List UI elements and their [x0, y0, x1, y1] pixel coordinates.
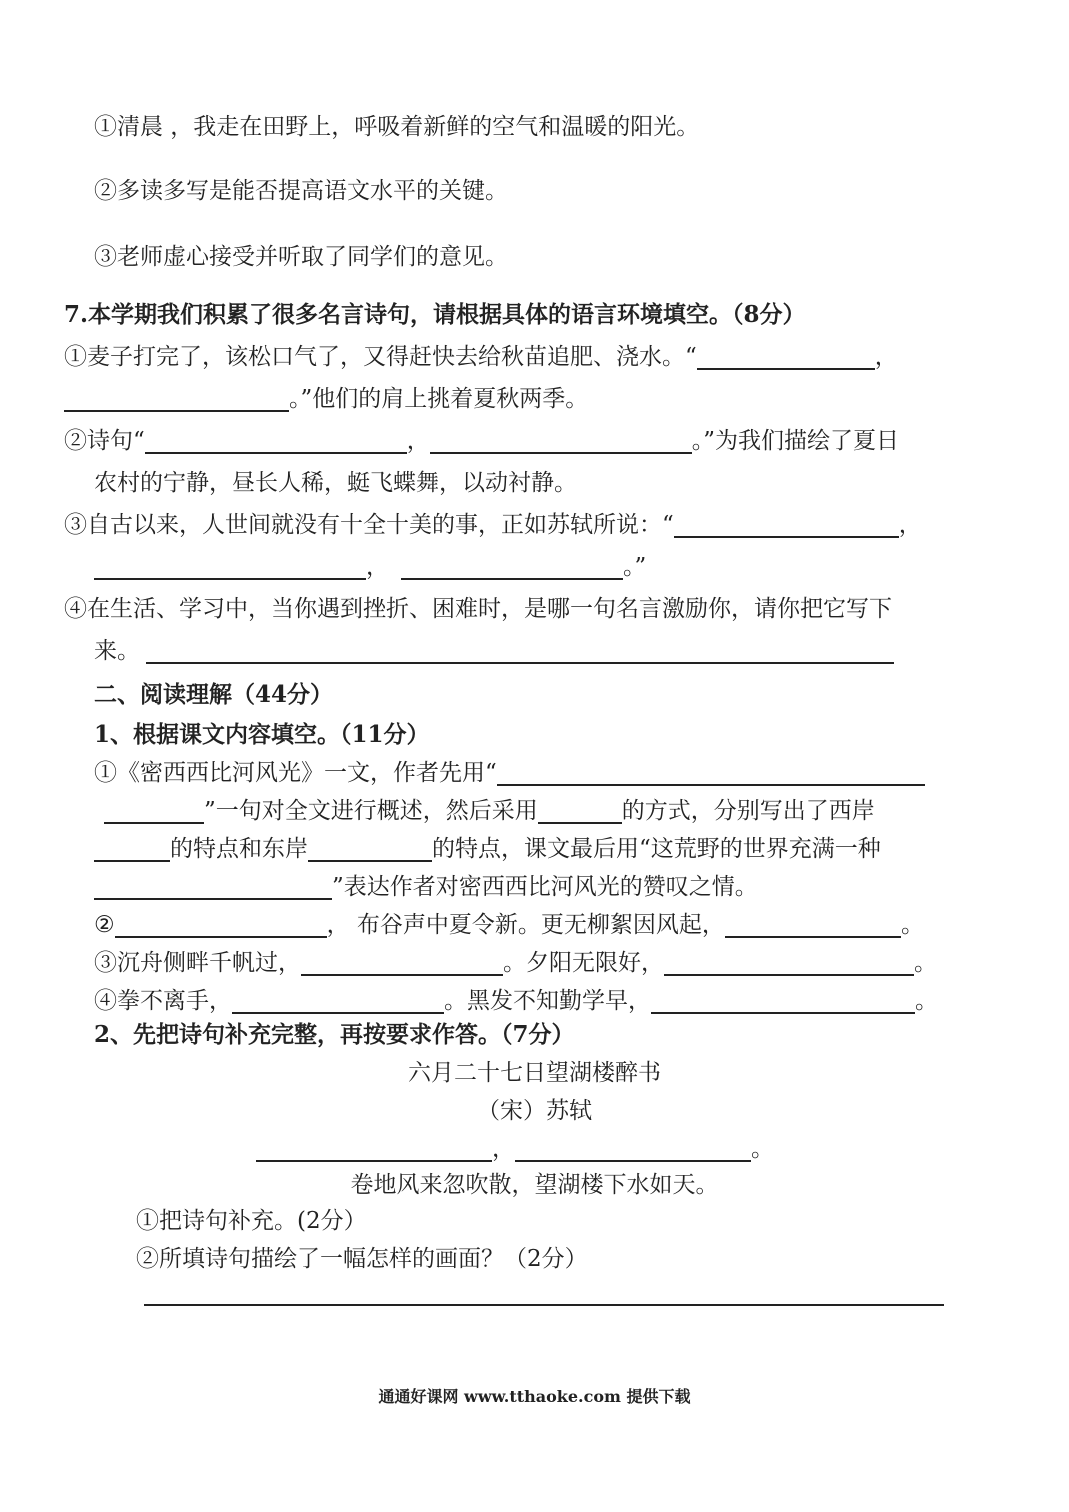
q7-item1-line2: 。”他们的肩上挑着夏秋两季。: [64, 384, 588, 414]
s2-q1-line4: ”表达作者对密西西比河风光的赞叹之情。: [94, 872, 758, 902]
s2-q1-line6: ③沉舟侧畔千帆过， 。夕阳无限好， 。: [94, 950, 937, 976]
answer-blank[interactable]: [104, 800, 204, 824]
answer-blank[interactable]: [430, 430, 692, 454]
answer-blank[interactable]: [256, 1138, 492, 1162]
s2-q1-heading: 1、根据课文内容填空。（11分）: [94, 721, 430, 748]
answer-blank[interactable]: [94, 838, 170, 862]
s2-q1-line2: ”一句对全文进行概述，然后采用 的方式，分别写出了西岸: [104, 796, 875, 826]
answer-blank[interactable]: [232, 990, 444, 1014]
answer-line[interactable]: [144, 1304, 944, 1306]
s2-q2-heading: 2、先把诗句补充完整，再按要求作答。（7分）: [94, 1021, 575, 1048]
q7-item1-line1: ①麦子打完了，该松口气了，又得赶快去给秋苗追肥、浇水。“ ，: [64, 344, 898, 370]
q7-item2-line1: ②诗句“ ， 。”为我们描绘了夏日: [64, 428, 900, 454]
poem-line1-blanks: ， 。: [256, 1134, 774, 1164]
q7-item3-line1: ③自古以来，人世间就没有十全十美的事，正如苏轼所说：“ ，: [64, 512, 922, 538]
answer-blank[interactable]: [401, 556, 623, 580]
s2-q2-sub1: ①把诗句补充。(2分）: [136, 1208, 367, 1234]
poem-line2: 卷地风来忽吹散，望湖楼下水如天。: [350, 1172, 719, 1198]
answer-blank[interactable]: [651, 990, 915, 1014]
q7-heading: 7.本学期我们积累了很多名言诗句，请根据具体的语言环境填空。（8分）: [64, 301, 806, 328]
answer-blank[interactable]: [115, 914, 327, 938]
s2-q1-line7: ④拳不离手， 。黑发不知勤学早， 。: [94, 988, 938, 1014]
q6-item-1: ①清晨 ，我走在田野上，呼吸着新鲜的空气和温暖的阳光。: [94, 114, 700, 140]
answer-blank[interactable]: [664, 952, 914, 976]
answer-blank[interactable]: [674, 514, 899, 538]
answer-blank[interactable]: [301, 952, 503, 976]
answer-blank[interactable]: [515, 1138, 751, 1162]
answer-blank[interactable]: [146, 640, 894, 664]
poem-title: 六月二十七日望湖楼醉书: [408, 1060, 661, 1086]
s2-q1-line3: 的特点和东岸 的特点，课文最后用“这荒野的世界充满一种: [94, 834, 881, 864]
s2-q2-sub2: ②所填诗句描绘了一幅怎样的画面？（2分）: [136, 1246, 588, 1272]
q6-item-2: ②多读多写是能否提高语文水平的关键。: [94, 178, 508, 204]
answer-blank[interactable]: [538, 800, 622, 824]
footer-source: 通通好课网 www.tthaoke.com 提供下载: [378, 1387, 691, 1406]
answer-blank[interactable]: [497, 762, 925, 786]
q6-item-3: ③老师虚心接受并听取了同学们的意见。: [94, 244, 508, 270]
answer-blank[interactable]: [697, 346, 875, 370]
answer-blank[interactable]: [64, 388, 289, 412]
q7-item4-line1: ④在生活、学习中，当你遇到挫折、困难时，是哪一句名言激励你，请你把它写下: [64, 596, 892, 622]
q7-item4-line2: 来。: [94, 636, 894, 666]
q7-item3-line2: ， 。”: [94, 552, 646, 582]
answer-blank[interactable]: [94, 556, 366, 580]
poem-author: （宋）苏轼: [477, 1098, 592, 1124]
s2-q1-line5: ② ， 布谷声中夏令新。更无柳絮因风起， 。: [94, 912, 924, 938]
q7-item2-line2: 农村的宁静，昼长人稀，蜓飞蝶舞，以动衬静。: [94, 470, 577, 496]
answer-blank[interactable]: [308, 838, 432, 862]
answer-blank[interactable]: [725, 914, 901, 938]
answer-blank[interactable]: [94, 876, 332, 900]
answer-blank[interactable]: [145, 430, 407, 454]
s2-q1-line1: ①《密西西比河风光》一文，作者先用“: [94, 758, 925, 788]
section2-heading: 二、阅读理解（44分）: [94, 681, 334, 708]
